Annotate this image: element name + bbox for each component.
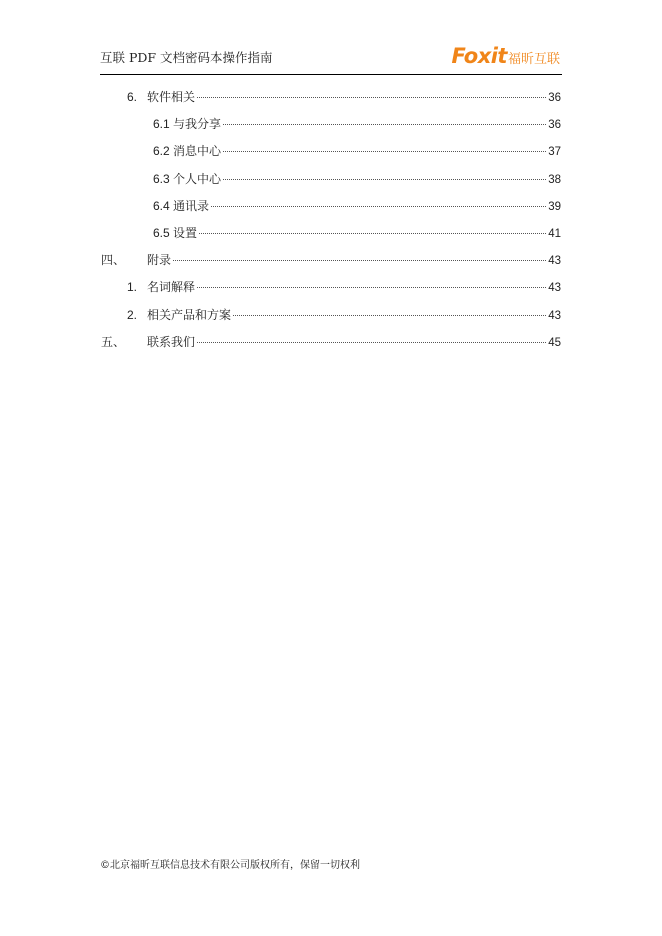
- toc-entry-number: 6.1: [153, 117, 174, 132]
- toc-entry-number: 五、: [101, 334, 126, 349]
- toc-entry-label: 联系我们: [147, 334, 196, 349]
- toc-entry-number: 6.4: [153, 198, 174, 213]
- logo-chinese-name: 福昕互联: [507, 52, 560, 67]
- toc-entry-label: 个人中心: [173, 171, 222, 186]
- toc-entry-number: 6.3: [153, 171, 174, 186]
- toc-entry[interactable]: [153, 224, 561, 244]
- toc-dot-leader: [233, 315, 546, 316]
- toc-entry-page-number: 43: [548, 282, 561, 295]
- toc-entry-page-number: 39: [548, 200, 561, 213]
- toc-dot-leader: [211, 206, 546, 207]
- toc-entry-label: 附录: [147, 253, 172, 268]
- toc-dot-leader: [173, 260, 546, 261]
- logo-mark: Foxit: [451, 44, 507, 68]
- foxit-logo: [452, 44, 560, 68]
- toc-dot-leader: [199, 233, 546, 234]
- toc-entry-number: 2.: [127, 307, 144, 322]
- toc-dot-leader: [223, 124, 546, 125]
- copyright-footer: ©北京福昕互联信息技术有限公司版权所有，保留一切权利: [100, 860, 360, 871]
- toc-entry-page-number: 41: [548, 228, 561, 240]
- toc-entry-page-number: 38: [548, 173, 561, 186]
- toc-entry[interactable]: [127, 278, 561, 298]
- toc-entry[interactable]: [127, 88, 561, 108]
- toc-entry-page-number: 37: [548, 146, 561, 159]
- toc-entry-number: 6.2: [153, 144, 174, 159]
- toc-dot-leader: [223, 151, 546, 152]
- toc-entry-number: 6.5: [153, 226, 174, 240]
- toc-entry-page-number: 43: [548, 255, 561, 268]
- toc-entry-page-number: 45: [548, 336, 561, 349]
- toc-entry-number: 6.: [127, 90, 144, 104]
- toc-entry-label: 与我分享: [173, 117, 222, 132]
- toc-entry-page-number: 43: [548, 309, 561, 322]
- toc-entry[interactable]: [101, 333, 561, 353]
- toc-dot-leader: [197, 97, 546, 98]
- toc-dot-leader: [197, 342, 546, 343]
- document-title: 互联 PDF 文档密码本操作指南: [100, 50, 273, 65]
- toc-entry[interactable]: [127, 306, 561, 326]
- toc-entry-page-number: 36: [548, 119, 561, 132]
- toc-entry-number: 1.: [127, 280, 144, 295]
- toc-entry-page-number: 36: [548, 92, 561, 104]
- toc-entry[interactable]: [153, 197, 561, 217]
- toc-entry[interactable]: [153, 170, 561, 190]
- toc-entry-label: 相关产品和方案: [147, 307, 232, 322]
- toc-entry-label: 设置: [173, 226, 198, 240]
- toc-entry-label: 软件相关: [147, 90, 196, 104]
- toc-entry[interactable]: [153, 142, 561, 162]
- toc-entry-label: 消息中心: [173, 144, 222, 159]
- toc-entry[interactable]: [101, 251, 561, 271]
- toc-entry-label: 名词解释: [147, 280, 196, 295]
- toc-entry-label: 通讯录: [173, 198, 210, 213]
- page-header: [100, 44, 562, 75]
- toc-dot-leader: [223, 179, 546, 180]
- toc-entry-number: 四、: [101, 253, 126, 268]
- toc-dot-leader: [197, 287, 546, 288]
- toc-entry[interactable]: [153, 115, 561, 135]
